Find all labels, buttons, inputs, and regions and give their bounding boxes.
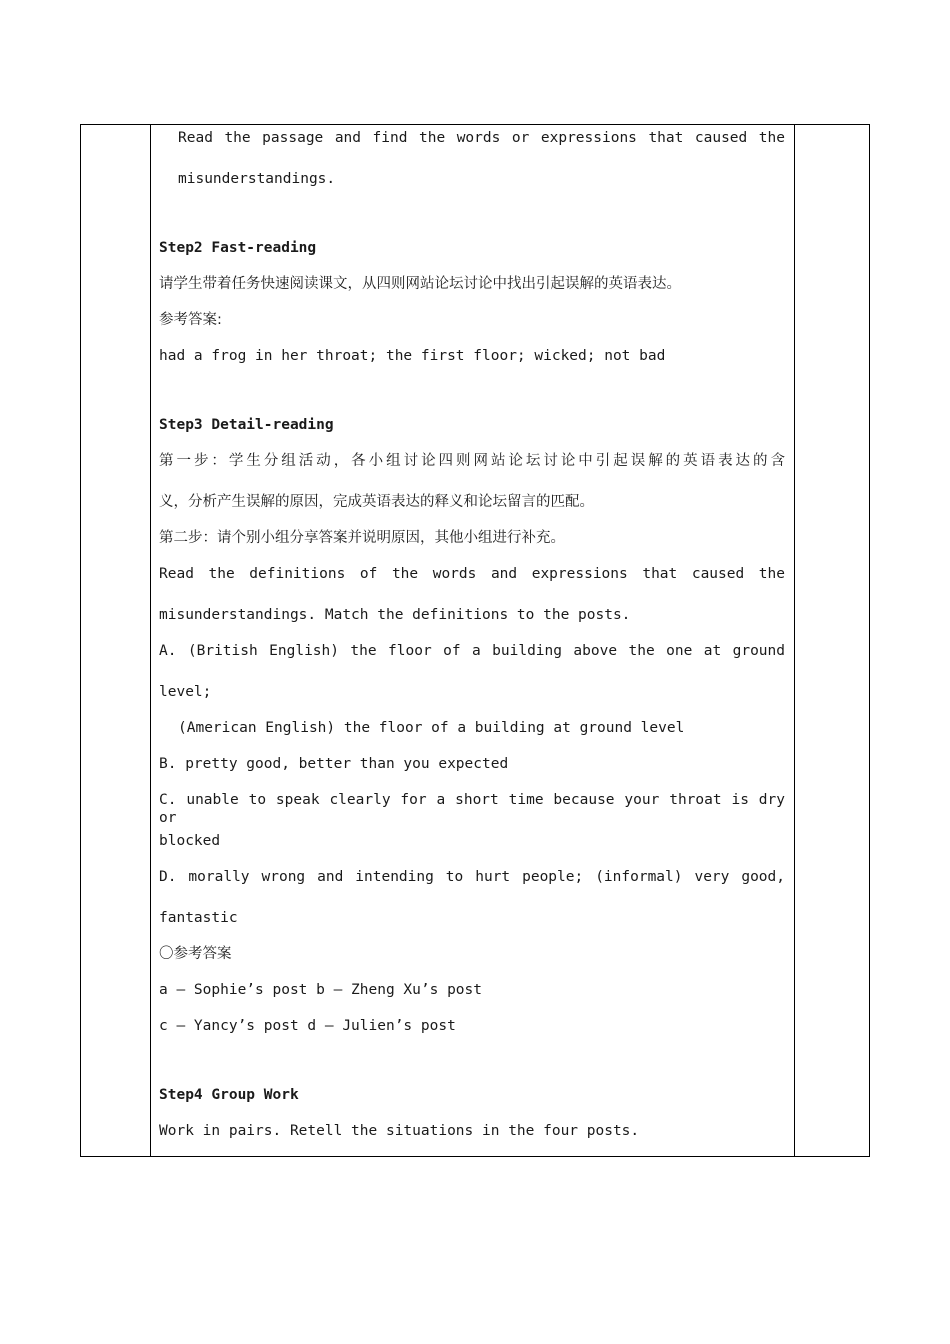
step3-second-step: 第二步：请个别小组分享答案并说明原因，其他小组进行补充。 (159, 530, 565, 546)
definitions-instruction-cont: misunderstandings. Match the definitions to the posts. (159, 607, 631, 623)
answer-line: a – Sophie’s post b – Zheng Xu’s post (159, 982, 483, 998)
definition-b: B. pretty good, better than you expected (159, 756, 509, 772)
answer-label: 〇参考答案 (159, 946, 232, 962)
step2-instruction: 请学生带着任务快速阅读课文，从四则网站论坛讨论中找出引起误解的英语表达。 (159, 276, 681, 292)
instruction-line: misunderstandings. (178, 171, 336, 187)
definition-d-cont: fantastic (159, 910, 238, 926)
definition-a-cont: level; (159, 684, 212, 700)
definition-d: D. morally wrong and intending to hurt people; (informal) very good, (159, 869, 785, 885)
definition-c: C. unable to speak clearly for a short time because your throat is dry or (159, 792, 785, 826)
definition-a: A. (British English) the floor of a building above the one at ground (159, 643, 785, 659)
step4-heading: Step4 Group Work (159, 1087, 299, 1103)
step3-first-step: 第一步：学生分组活动，各小组讨论四则网站论坛讨论中引起误解的英语表达的含 (159, 453, 785, 469)
definition-c-cont: blocked (159, 833, 221, 849)
answer-text: had a frog in her throat; the first floor; wicked; not bad (159, 348, 666, 364)
step4-instruction: Work in pairs. Retell the situations in the four posts. (159, 1123, 640, 1139)
answer-line: c – Yancy’s post d – Julien’s post (159, 1018, 456, 1034)
definition-a-american: (American English) the floor of a building at ground level (178, 720, 685, 736)
instruction-line: Read the passage and find the words or expressions that caused the (178, 130, 785, 146)
definitions-instruction: Read the definitions of the words and expressions that caused the (159, 566, 785, 582)
step3-heading: Step3 Detail-reading (159, 417, 334, 433)
step3-first-step-cont: 义，分析产生误解的原因，完成英语表达的释义和论坛留言的匹配。 (159, 494, 594, 510)
step2-heading: Step2 Fast-reading (159, 240, 317, 256)
answer-label: 参考答案: (159, 312, 222, 328)
